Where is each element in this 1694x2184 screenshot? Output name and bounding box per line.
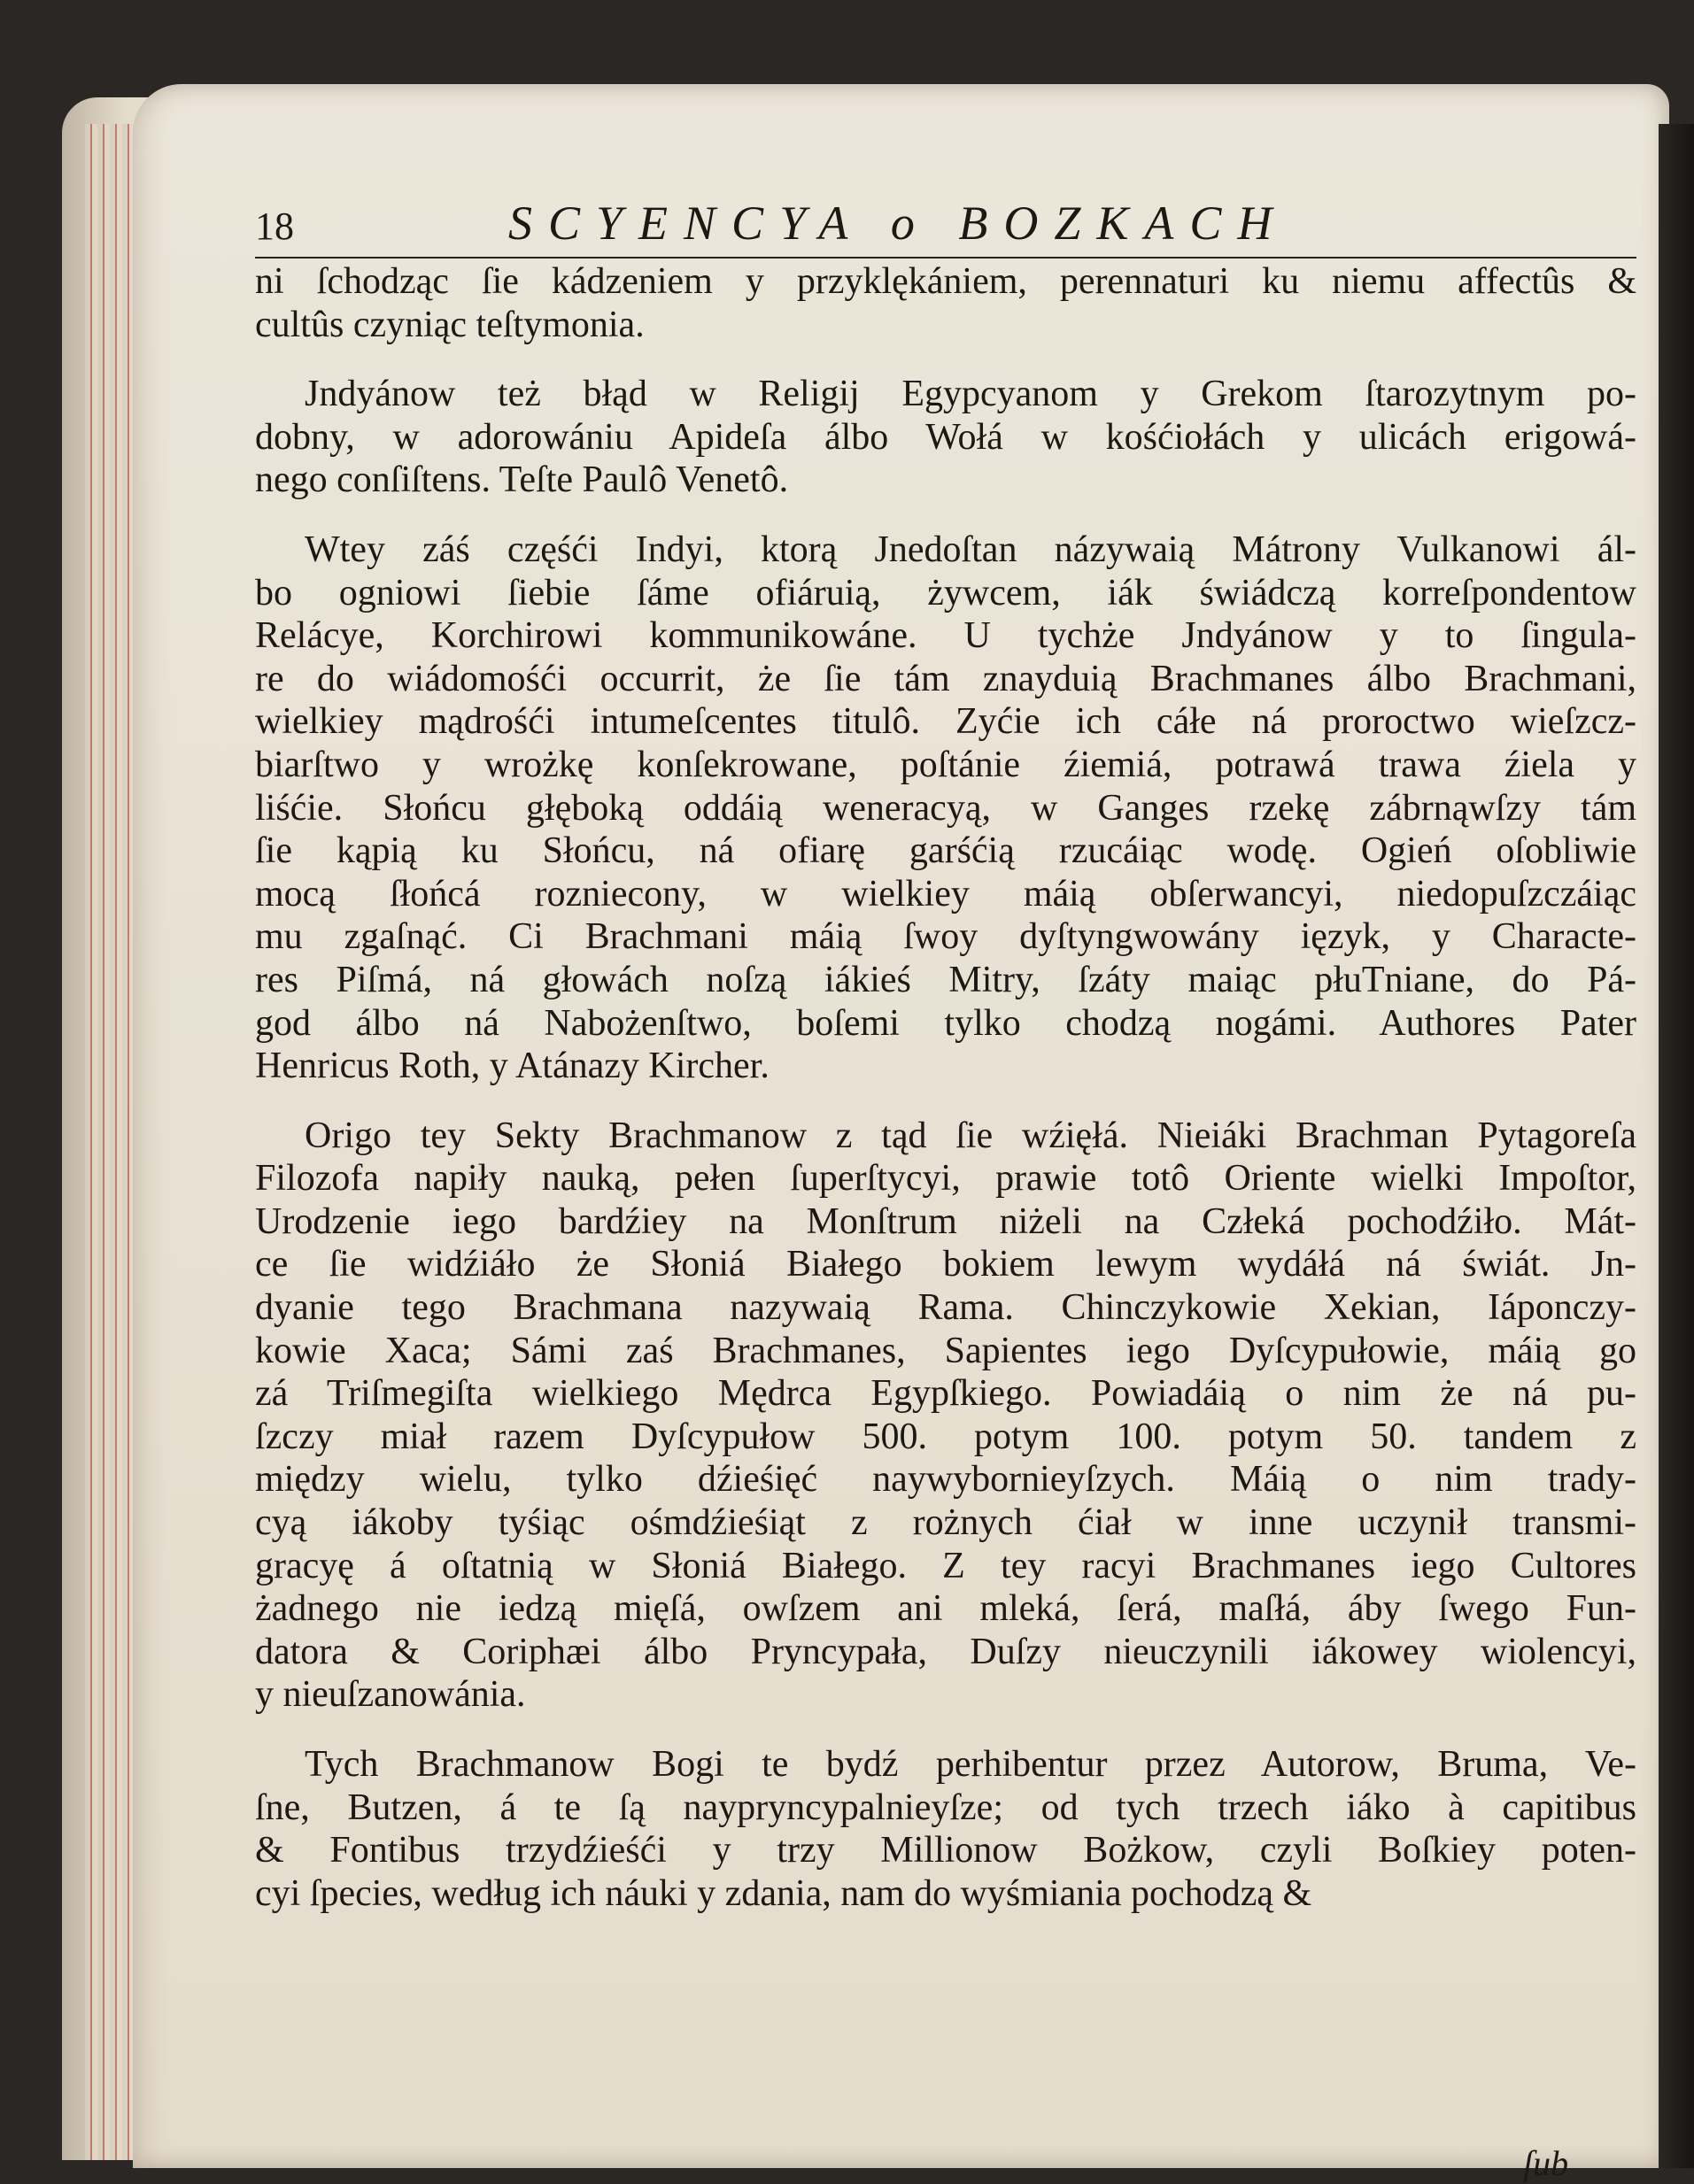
page-number: 18	[255, 205, 294, 248]
paragraph	[255, 1743, 1636, 1915]
text-line: ſzczy miał razem Dyſcypułow 500. potym 100. potym 50. tandem z	[255, 1416, 1636, 1457]
text-line: Origo tey Sekty Brachmanow z tąd ſie wźięłá. Nieiáki Brachman Pytagoreſa	[305, 1115, 1636, 1156]
text-line: cyi ſpecies, według ich náuki y zdania, nam do wyśmiania pochodzą &	[255, 1872, 1312, 1914]
page-content	[255, 197, 1636, 1941]
text-line: ſne, Butzen, á te ſą naypryncypalnieyſze; od tych trzech iáko à capitibus	[255, 1787, 1636, 1828]
text-line: datora & Coriphæi álbo Pryncypała, Duſzy nieuczynili iákowey wiolencyi,	[255, 1631, 1636, 1672]
text-line: ce ſie widźiáło że Słoniá Białego bokiem lewym wydáłá ná świát. Jn-	[255, 1244, 1636, 1285]
text-line: cultûs czyniąc teſtymonia.	[255, 304, 645, 345]
running-title: SCYENCYA o BOZKACH	[508, 197, 1288, 250]
paragraph	[255, 1115, 1636, 1717]
body-text	[255, 260, 1636, 1915]
paragraph	[255, 260, 1636, 346]
text-line: wielkiey mądrośći intumeſcentes titulô. Zyćie ich cáłe ná proroctwo wieſzcz-	[255, 701, 1636, 743]
text-line: & Fontibus trzydźieśći y trzy Millionow Bożkow, czyli Boſkiey poten-	[255, 1830, 1636, 1871]
text-line: Tych Brachmanow Bogi te bydź perhibentur przez Autorow, Bruma, Ve-	[305, 1744, 1636, 1785]
text-line: biarſtwo y wrożkę konſekrowane, poſtánie źiemiá, potrawá trawa źiela y	[255, 744, 1636, 785]
paragraph	[255, 373, 1636, 502]
page-header	[255, 197, 1636, 259]
text-line: re do wiádomośći occurrit, że ſie tám znayduią Brachmanes álbo Brachmani,	[255, 658, 1636, 699]
text-line: liśćie. Słońcu głęboką oddáią weneracyą, w Ganges rzekę zábrnąwſzy tám	[255, 787, 1636, 829]
text-line: Wtey záś częśći Indyi, ktorą Jnedoſtan názywaią Mátrony Vulkanowi ál-	[305, 529, 1636, 570]
text-line: cyą iákoby tyśiąc ośmdźieśiąt z rożnych ćiał w inne uczynił transmi-	[255, 1502, 1636, 1544]
text-line: ſie kąpią ku Słońcu, ná ofiarę garśćią rzucáiąc wodę. Ogień oſobliwie	[255, 830, 1636, 872]
text-line: god álbo ná Nabożenſtwo, boſemi tylko chodzą nogámi. Authores Pater	[255, 1002, 1636, 1044]
text-line: między wielu, tylko dźieśięć naywybornieyſzych. Máią o nim trady-	[255, 1459, 1636, 1501]
text-line: res Piſmá, ná głowách noſzą iákieś Mitry, ſzáty maiąc płuTniane, do Pá-	[255, 959, 1636, 1000]
text-line: y nieuſzanowánia.	[255, 1674, 526, 1716]
text-line: Jndyánow też błąd w Religij Egypcyanom y Grekom ſtarozytnym po-	[305, 374, 1636, 415]
text-line: mu zgaſnąć. Ci Brachmani máią ſwoy dyſtyngwowány ięzyk, y Characte-	[255, 916, 1636, 958]
text-line: dyanie tego Brachmana nazywaią Rama. Chinczykowie Xekian, Iáponczy-	[255, 1287, 1636, 1329]
text-line: żadnego nie iedzą mięſá, owſzem ani mleká, ſerá, maſłá, áby ſwego Fun-	[255, 1588, 1636, 1630]
text-line: mocą ſłońcá rozniecony, w wielkiey máią obſerwancyi, niedopuſzczáiąc	[255, 873, 1636, 915]
text-line: bo ogniowi ſiebie ſáme ofiáruią, żywcem, iák świádczą korreſpondentow	[255, 572, 1636, 614]
text-line: Henricus Roth, y Atánazy Kircher.	[255, 1046, 770, 1087]
text-line: zá Triſmegiſta wielkiego Mędrca Egypſkiego. Powiadáią o nim że ná pu-	[255, 1373, 1636, 1415]
catchword: ſub	[1523, 2143, 1569, 2183]
text-line: Filozofa napiły nauką, pełen ſuperſtycyi, prawie totô Oriente wielki Impoſtor,	[255, 1158, 1636, 1200]
gutter-shadow	[1659, 124, 1694, 2168]
text-line: gracyę á oſtatnią w Słoniá Białego. Z tey racyi Brachmanes iego Cultores	[255, 1545, 1636, 1586]
text-line: Urodzenie iego bardźiey na Monſtrum niżeli na Człeká pochodźiło. Mát-	[255, 1200, 1636, 1242]
text-line: nego conſiſtens. Teſte Paulô Venetô.	[255, 459, 789, 501]
paragraph	[255, 529, 1636, 1088]
text-line: kowie Xaca; Sámi zaś Brachmanes, Sapientes iego Dyſcypułowie, máią go	[255, 1330, 1636, 1371]
text-line: ni ſchodząc ſie kádzeniem y przyklękániem, perennaturi ku niemu affectûs &	[255, 261, 1636, 302]
text-line: dobny, w adorowániu Apideſa álbo Wołá w kośćiołách y ulicách erigowá-	[255, 416, 1636, 458]
text-line: Relácye, Korchirowi kommunikowáne. U tychże Jndyánow y to ſingula-	[255, 615, 1636, 657]
